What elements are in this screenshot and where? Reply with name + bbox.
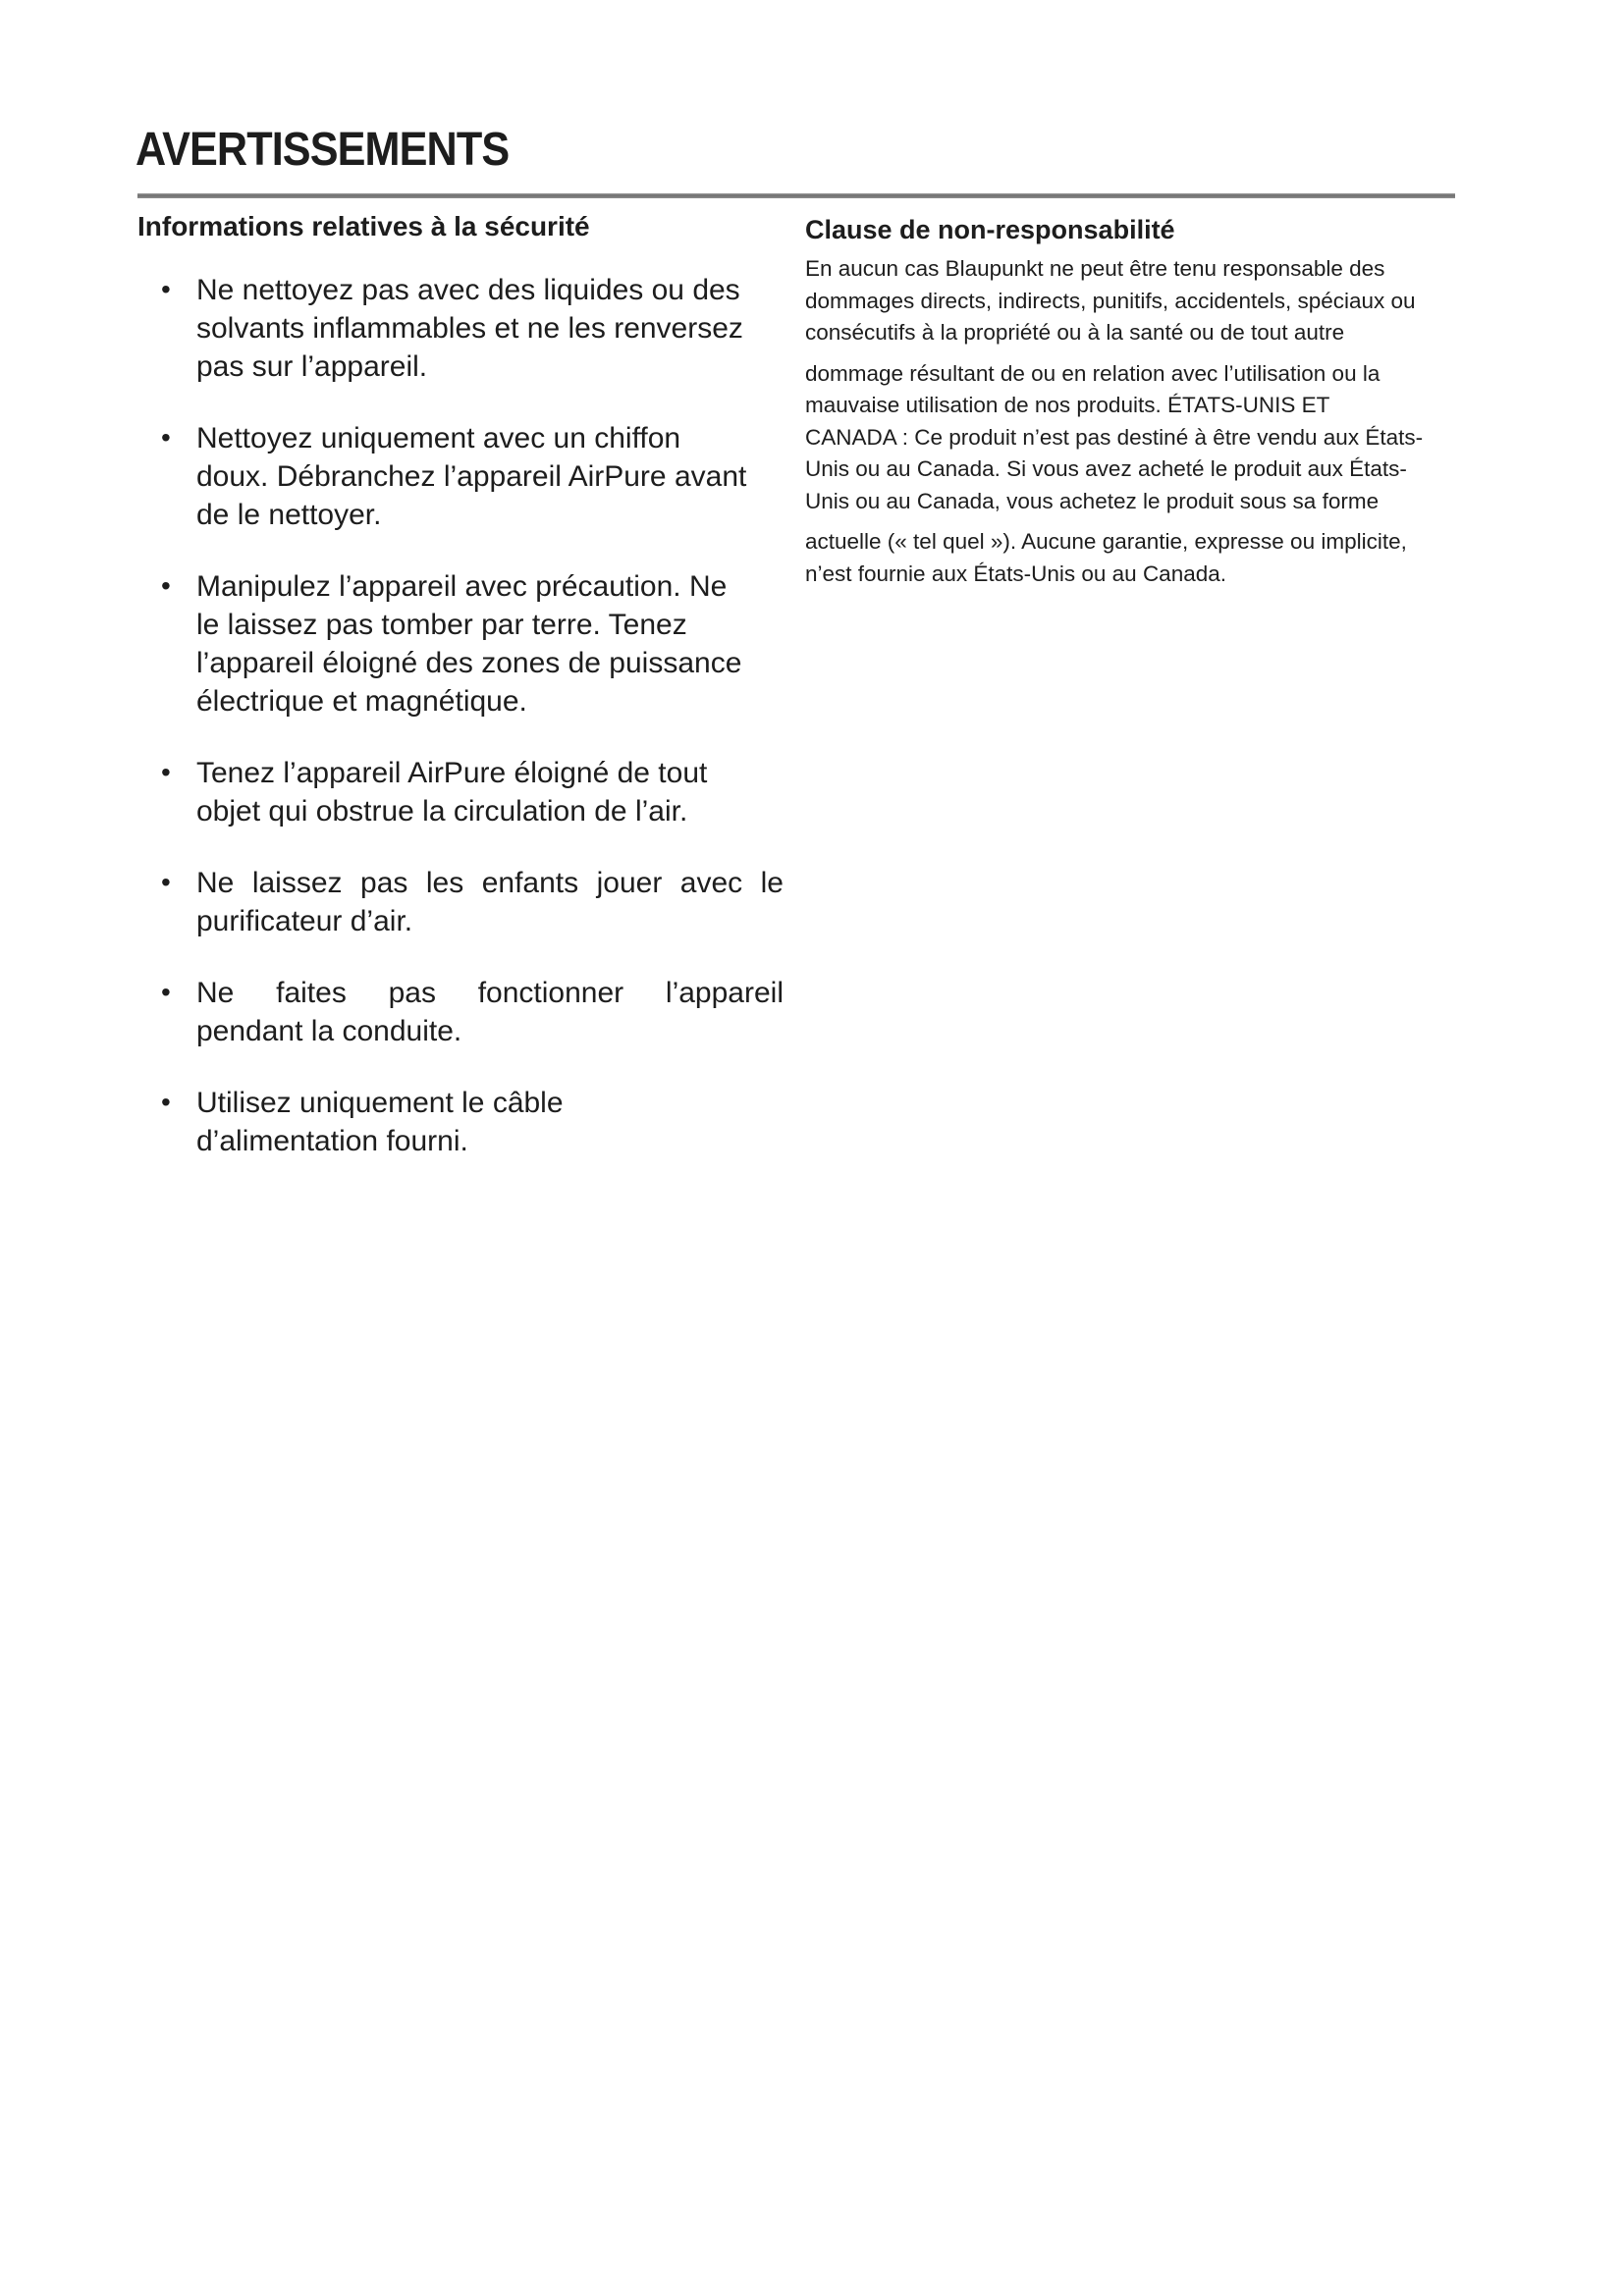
paragraph-line: En aucun cas Blaupunkt ne peut être tenu responsable des <box>805 256 1385 281</box>
paragraph-line: Unis ou au Canada, vous achetez le produit sous sa forme <box>805 488 1380 513</box>
paragraph-line: dommage résultant de ou en relation avec l’utilisation ou la <box>805 360 1380 386</box>
bullet-line: objet qui obstrue la circulation de l’air. <box>196 795 688 828</box>
bullet-line: pendant la conduite. <box>196 1015 462 1047</box>
paragraph-line: mauvaise utilisation de nos produits. ÉTATS-UNIS ET <box>805 393 1330 417</box>
safety-heading: Informations relatives à la sécurité <box>137 211 590 241</box>
bullet-line: de le nettoyer. <box>196 499 382 531</box>
bullet-line: Ne nettoyez pas avec des liquides ou des <box>196 274 740 306</box>
disclaimer-paragraph <box>805 358 1502 518</box>
list-item <box>137 271 785 386</box>
disclaimer-section <box>805 214 1502 599</box>
list-item <box>137 974 785 1050</box>
bullet-line: Tenez l’appareil AirPure éloigné de tout <box>196 757 708 789</box>
bullet-line: Manipulez l’appareil avec précaution. Ne <box>196 570 728 603</box>
disclaimer-paragraph <box>805 526 1502 590</box>
bullet-icon: • <box>161 867 171 897</box>
bullet-line: d’alimentation fourni. <box>196 1125 468 1157</box>
safety-bullet-list <box>137 271 785 1160</box>
paragraph-line: n’est fournie aux États-Unis ou au Canada. <box>805 561 1227 586</box>
paragraph-line: CANADA : Ce produit n’est pas destiné à être vendu aux États- <box>805 424 1424 450</box>
list-item <box>137 754 785 830</box>
bullet-icon: • <box>161 274 171 304</box>
title-rule-divider <box>137 193 1455 198</box>
disclaimer-heading: Clause de non-responsabilité <box>805 215 1175 244</box>
paragraph-line: Unis ou au Canada. Si vous avez acheté le produit aux États- <box>805 456 1407 481</box>
list-item <box>137 567 785 721</box>
bullet-line: solvants inflammables et ne les renversez <box>196 312 743 345</box>
bullet-line: Ne faites pas fonctionner l’appareil <box>196 977 784 1009</box>
bullet-icon: • <box>161 422 171 453</box>
paragraph-line: consécutifs à la propriété ou à la santé ou de tout autre <box>805 320 1345 345</box>
paragraph-line: actuelle (« tel quel »). Aucune garantie, expresse ou implicite, <box>805 529 1407 554</box>
bullet-icon: • <box>161 1087 171 1117</box>
bullet-line: Nettoyez uniquement avec un chiffon <box>196 422 681 454</box>
list-item <box>137 419 785 534</box>
bullet-line: Ne laissez pas les enfants jouer avec le <box>196 867 784 899</box>
bullet-line: le laissez pas tomber par terre. Tenez <box>196 609 687 641</box>
list-item <box>137 1084 785 1160</box>
paragraph-line: dommages directs, indirects, punitifs, accidentels, spéciaux ou <box>805 288 1416 313</box>
bullet-icon: • <box>161 757 171 787</box>
safety-section <box>137 210 785 1194</box>
bullet-icon: • <box>161 977 171 1007</box>
bullet-icon: • <box>161 570 171 601</box>
bullet-line: l’appareil éloigné des zones de puissance <box>196 647 742 679</box>
bullet-line: électrique et magnétique. <box>196 685 527 718</box>
page-title: AVERTISSEMENTS <box>135 124 510 176</box>
disclaimer-paragraph <box>805 253 1502 349</box>
list-item <box>137 864 785 940</box>
bullet-line: doux. Débranchez l’appareil AirPure avant <box>196 460 747 493</box>
bullet-line: purificateur d’air. <box>196 905 413 937</box>
bullet-line: pas sur l’appareil. <box>196 350 428 383</box>
bullet-line: Utilisez uniquement le câble <box>196 1087 564 1119</box>
